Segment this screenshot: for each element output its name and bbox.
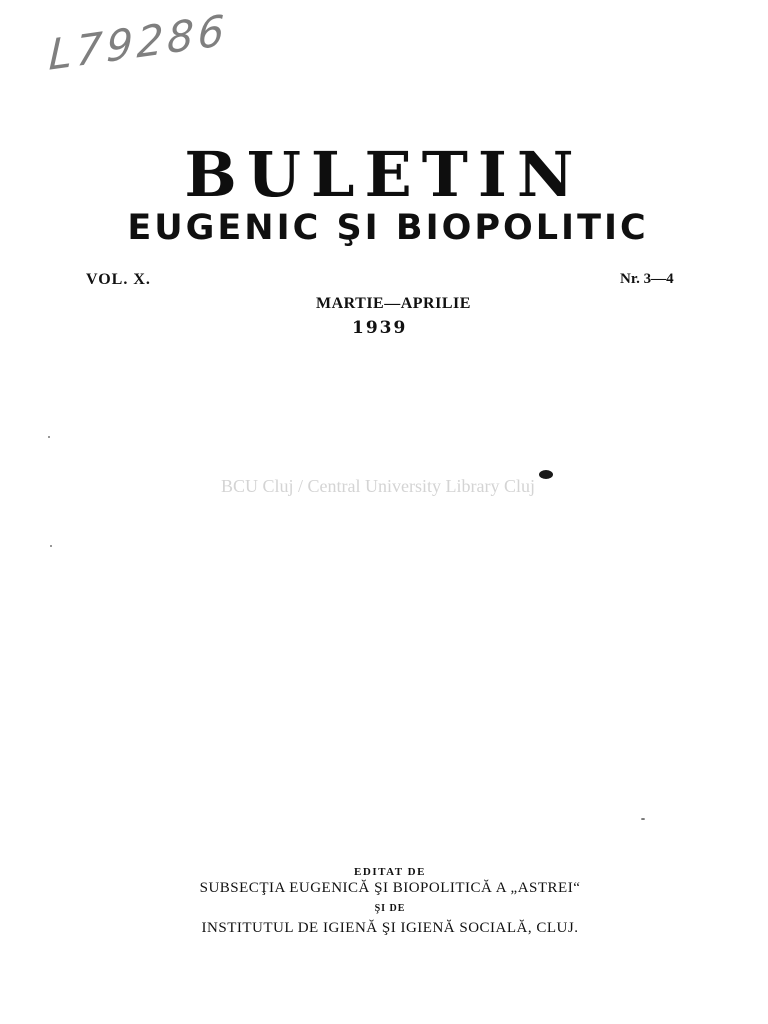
publisher-line-1: SUBSECŢIA EUGENICĂ ŞI BIOPOLITICĂ A „ASTREI“: [199, 880, 581, 896]
issue-number: Nr. 3—4: [620, 271, 674, 287]
issue-months: MARTIE—APRILIE: [316, 295, 471, 312]
issue-year: 1939: [352, 318, 408, 338]
library-watermark: BCU Cluj / Central University Library Cluj: [221, 476, 535, 496]
publisher-line-2: INSTITUTUL DE IGIENĂ ŞI IGIENĂ SOCIALĂ, CLUJ.: [201, 920, 579, 936]
volume-label: VOL. X.: [86, 271, 151, 288]
journal-subtitle: EUGENIC ŞI BIOPOLITIC: [127, 208, 649, 248]
si-de-label: ŞI DE: [374, 903, 406, 914]
editat-de-label: EDITAT DE: [354, 866, 426, 878]
journal-title: BULETIN: [184, 138, 584, 211]
scan-speck: [641, 818, 645, 820]
scan-speck: [50, 545, 52, 547]
ink-blot: [539, 470, 553, 479]
scan-speck: [48, 436, 50, 438]
handwritten-inventory-number: L79286: [48, 5, 230, 80]
